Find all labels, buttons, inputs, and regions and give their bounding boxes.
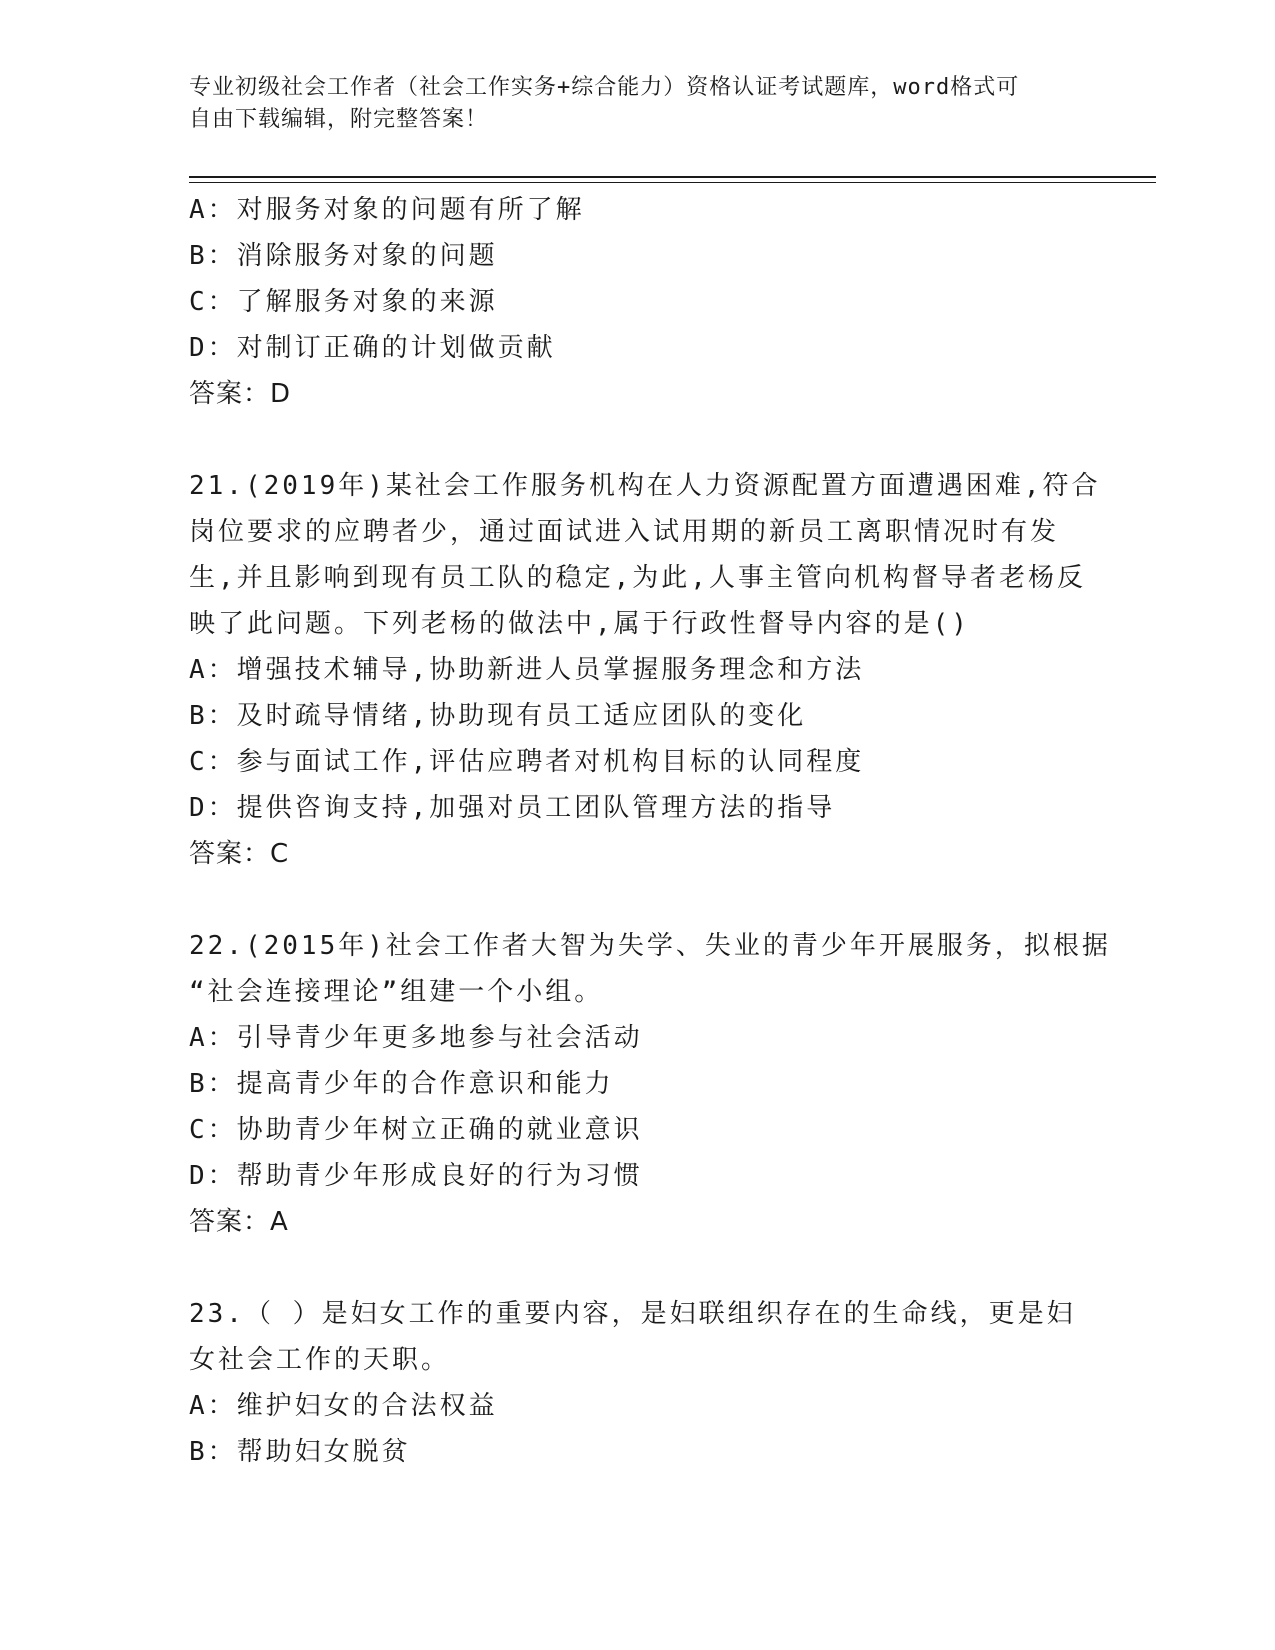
question-stem-line: 23.（ ）是妇女工作的重要内容，是妇联组织存在的生命线，更是妇 — [189, 1299, 1076, 1329]
option-a: A：增强技术辅导,协助新进人员掌握服务理念和方法 — [189, 655, 865, 685]
question-list — [189, 187, 1111, 1475]
option-d: D：对制订正确的计划做贡献 — [189, 333, 556, 363]
option-d: D：提供咨询支持,加强对员工团队管理方法的指导 — [189, 793, 836, 823]
question-23 — [189, 1291, 1089, 1475]
header-divider-thick — [189, 176, 1156, 178]
spacer — [189, 877, 1089, 923]
question-stem-line: “社会连接理论”组建一个小组。 — [189, 977, 604, 1007]
option-a: A：对服务对象的问题有所了解 — [189, 195, 585, 225]
option-c: C：了解服务对象的来源 — [189, 287, 498, 317]
answer: 答案：A — [189, 1207, 289, 1237]
option-b: B：帮助妇女脱贫 — [189, 1437, 411, 1467]
spacer — [189, 417, 1089, 463]
option-c: C：参与面试工作,评估应聘者对机构目标的认同程度 — [189, 747, 865, 777]
header-line-2: 自由下载编辑，附完整答案！ — [189, 107, 489, 132]
option-a: A：维护妇女的合法权益 — [189, 1391, 498, 1421]
option-c: C：协助青少年树立正确的就业意识 — [189, 1115, 643, 1145]
header-divider-thin — [189, 182, 1156, 183]
question-stem-line: 映了此问题。下列老杨的做法中,属于行政性督导内容的是() — [189, 609, 970, 639]
spacer — [189, 1245, 1089, 1291]
question-stem-line: 21.(2019年)某社会工作服务机构在人力资源配置方面遭遇困难,符合 — [189, 471, 1101, 501]
question-stem-line: 岗位要求的应聘者少，通过面试进入试用期的新员工离职情况时有发 — [189, 517, 1060, 547]
answer: 答案：D — [189, 379, 292, 409]
document-header — [189, 72, 1089, 136]
option-d: D：帮助青少年形成良好的行为习惯 — [189, 1161, 643, 1191]
option-a: A：引导青少年更多地参与社会活动 — [189, 1023, 643, 1053]
question-stem-line: 生,并且影响到现有员工队的稳定,为此,人事主管向机构督导者老杨反 — [189, 563, 1086, 593]
question-22 — [189, 923, 1111, 1245]
option-b: B：及时疏导情绪,协助现有员工适应团队的变化 — [189, 701, 807, 731]
option-b: B：提高青少年的合作意识和能力 — [189, 1069, 614, 1099]
header-line-1: 专业初级社会工作者（社会工作实务+综合能力）资格认证考试题库，word格式可 — [189, 75, 1020, 100]
answer: 答案：C — [189, 839, 290, 869]
question-stem-line: 女社会工作的天职。 — [189, 1345, 451, 1375]
question-21 — [189, 463, 1101, 877]
option-b: B：消除服务对象的问题 — [189, 241, 498, 271]
question-20 — [189, 187, 1089, 417]
question-stem-line: 22.(2015年)社会工作者大智为失学、失业的青少年开展服务，拟根据 — [189, 931, 1111, 961]
